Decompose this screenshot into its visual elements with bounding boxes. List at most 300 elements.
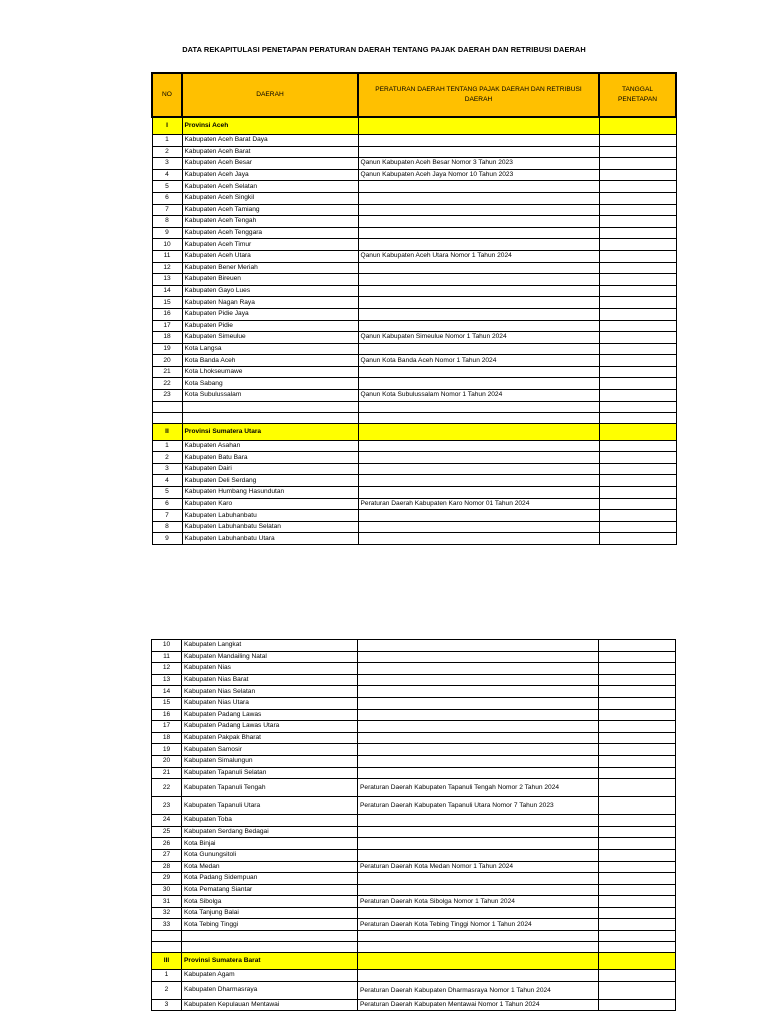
cell-peraturan: [358, 651, 599, 663]
cell-daerah: [182, 942, 358, 953]
cell-tanggal: [599, 686, 676, 698]
cell-tanggal: [599, 849, 676, 861]
cell-peraturan: [358, 826, 599, 838]
cell-daerah: Kabupaten Aceh Timur: [182, 239, 358, 251]
cell-tanggal: [599, 423, 676, 440]
cell-peraturan: Qanun Kota Subulussalam Nomor 1 Tahun 2024: [358, 390, 599, 402]
cell-peraturan: [358, 521, 599, 533]
cell-peraturan: [358, 423, 599, 440]
cell-tanggal: [599, 815, 676, 827]
cell-no: 14: [152, 285, 182, 297]
cell-no: 20: [152, 355, 182, 367]
cell-tanggal: [599, 919, 676, 931]
cell-daerah: Kabupaten Labuhanbatu Selatan: [182, 521, 358, 533]
cell-peraturan: [358, 709, 599, 721]
cell-tanggal: [599, 169, 676, 181]
cell-no: 1: [152, 135, 182, 147]
cell-tanggal: [599, 117, 676, 135]
cell-peraturan: [358, 343, 599, 355]
cell-daerah: Kota Padang Sidempuan: [182, 873, 358, 885]
table-row: [152, 873, 676, 885]
cell-daerah: Kabupaten Pidie: [182, 320, 358, 332]
table-header-row: [152, 73, 676, 117]
cell-daerah: Kabupaten Aceh Barat Daya: [182, 135, 358, 147]
cell-no: II: [152, 423, 182, 440]
cell-tanggal: [599, 135, 676, 147]
table-row: [152, 378, 676, 390]
cell-peraturan: Peraturan Daerah Kabupaten Karo Nomor 01 Tahun 2024: [358, 498, 599, 510]
cell-tanggal: [599, 907, 676, 919]
table-row: [152, 826, 676, 838]
cell-tanggal: [599, 861, 676, 873]
province-row: [152, 117, 676, 135]
table-row: [152, 651, 676, 663]
cell-peraturan: [358, 440, 599, 452]
cell-tanggal: [599, 320, 676, 332]
cell-no: 12: [152, 663, 182, 675]
cell-peraturan: Peraturan Daerah Kabupaten Mentawai Nomor 1 Tahun 2024: [358, 999, 599, 1011]
cell-no: 2: [152, 981, 182, 999]
cell-peraturan: [358, 744, 599, 756]
cell-daerah: Kabupaten Pidie Jaya: [182, 308, 358, 320]
cell-daerah: Kota Langsa: [182, 343, 358, 355]
cell-daerah: Provinsi Sumatera Barat: [182, 953, 358, 970]
table-row: [152, 204, 676, 216]
cell-daerah: Kabupaten Tapanuli Tengah: [182, 779, 358, 797]
cell-peraturan: [358, 320, 599, 332]
cell-daerah: Kota Tebing Tinggi: [182, 919, 358, 931]
cell-no: [152, 412, 182, 423]
cell-daerah: Kabupaten Humbang Hasundutan: [182, 487, 358, 499]
cell-daerah: Kota Sabang: [182, 378, 358, 390]
cell-peraturan: Peraturan Daerah Kota Medan Nomor 1 Tahun 2024: [358, 861, 599, 873]
cell-tanggal: [599, 999, 676, 1011]
cell-no: 31: [152, 896, 182, 908]
cell-daerah: Kota Medan: [182, 861, 358, 873]
cell-peraturan: [358, 873, 599, 885]
cell-daerah: Kabupaten Tapanuli Selatan: [182, 767, 358, 779]
cell-daerah: Kabupaten Padang Lawas Utara: [182, 721, 358, 733]
cell-tanggal: [599, 640, 676, 652]
cell-no: 18: [152, 332, 182, 344]
cell-no: 10: [152, 239, 182, 251]
header-no: NO: [152, 73, 182, 117]
table-row: [152, 755, 676, 767]
table-row: [152, 686, 676, 698]
cell-tanggal: [599, 826, 676, 838]
table-row: [152, 697, 676, 709]
table-row: [152, 767, 676, 779]
cell-no: 16: [152, 308, 182, 320]
cell-peraturan: [358, 510, 599, 522]
cell-no: [152, 401, 182, 412]
table-row: [152, 884, 676, 896]
table-body-page-2: [152, 640, 676, 1011]
cell-no: 23: [152, 390, 182, 402]
table-row: [152, 779, 676, 797]
cell-peraturan: [358, 942, 599, 953]
cell-peraturan: [358, 227, 599, 239]
cell-no: 26: [152, 838, 182, 850]
cell-daerah: [182, 401, 358, 412]
cell-no: 5: [152, 181, 182, 193]
cell-no: 22: [152, 779, 182, 797]
cell-peraturan: [358, 308, 599, 320]
cell-no: 13: [152, 674, 182, 686]
cell-daerah: Kota Subulussalam: [182, 390, 358, 402]
cell-no: 29: [152, 873, 182, 885]
cell-peraturan: Qanun Kabupaten Simeulue Nomor 1 Tahun 2024: [358, 332, 599, 344]
cell-daerah: [182, 931, 358, 942]
table-row: [152, 981, 676, 999]
cell-tanggal: [599, 779, 676, 797]
cell-daerah: Kabupaten Tapanuli Utara: [182, 797, 358, 815]
cell-daerah: Kabupaten Serdang Bedagai: [182, 826, 358, 838]
cell-daerah: Kabupaten Aceh Tamiang: [182, 204, 358, 216]
cell-peraturan: [358, 663, 599, 675]
cell-peraturan: [358, 849, 599, 861]
cell-tanggal: [599, 721, 676, 733]
cell-peraturan: [358, 366, 599, 378]
cell-tanggal: [599, 533, 676, 545]
cell-peraturan: [358, 285, 599, 297]
rekapitulasi-table-page-2: [151, 639, 676, 1011]
cell-peraturan: Qanun Kabupaten Aceh Jaya Nomor 10 Tahun 2023: [358, 169, 599, 181]
cell-no: 6: [152, 192, 182, 204]
cell-no: [152, 942, 182, 953]
cell-no: 15: [152, 697, 182, 709]
cell-no: 3: [152, 158, 182, 170]
table-row: [152, 169, 676, 181]
table-row: [152, 721, 676, 733]
cell-peraturan: [358, 533, 599, 545]
cell-tanggal: [599, 285, 676, 297]
cell-no: 13: [152, 274, 182, 286]
cell-peraturan: Peraturan Daerah Kabupaten Tapanuli Tengah Nomor 2 Tahun 2024: [358, 779, 599, 797]
cell-daerah: Kabupaten Langkat: [182, 640, 358, 652]
table-row: [152, 285, 676, 297]
cell-daerah: Kota Lhokseumawe: [182, 366, 358, 378]
cell-daerah: Kabupaten Aceh Tengah: [182, 216, 358, 228]
table-row: [152, 640, 676, 652]
cell-tanggal: [599, 146, 676, 158]
table-row: [152, 663, 676, 675]
cell-daerah: Kabupaten Aceh Tenggara: [182, 227, 358, 239]
cell-no: 20: [152, 755, 182, 767]
cell-daerah: Kabupaten Nias Barat: [182, 674, 358, 686]
cell-tanggal: [599, 308, 676, 320]
table-row: [152, 158, 676, 170]
table-row: [152, 849, 676, 861]
cell-tanggal: [599, 663, 676, 675]
cell-no: 15: [152, 297, 182, 309]
header-daerah: DAERAH: [182, 73, 358, 117]
cell-peraturan: [358, 767, 599, 779]
cell-no: 11: [152, 651, 182, 663]
cell-tanggal: [599, 412, 676, 423]
cell-peraturan: [358, 297, 599, 309]
table-row: [152, 216, 676, 228]
cell-no: 33: [152, 919, 182, 931]
cell-peraturan: [358, 815, 599, 827]
cell-daerah: Kabupaten Bireuen: [182, 274, 358, 286]
cell-daerah: Kabupaten Toba: [182, 815, 358, 827]
cell-tanggal: [599, 931, 676, 942]
cell-tanggal: [599, 343, 676, 355]
table-row: [152, 521, 676, 533]
cell-peraturan: [358, 838, 599, 850]
table-row: [152, 674, 676, 686]
cell-no: 8: [152, 216, 182, 228]
table-body-page-1: [152, 117, 676, 545]
cell-no: 3: [152, 999, 182, 1011]
cell-peraturan: [358, 378, 599, 390]
table-row: [152, 838, 676, 850]
cell-daerah: Kabupaten Pakpak Bharat: [182, 732, 358, 744]
cell-tanggal: [599, 401, 676, 412]
table-row: [152, 999, 676, 1011]
cell-daerah: Kota Binjai: [182, 838, 358, 850]
cell-no: 9: [152, 227, 182, 239]
cell-daerah: [182, 412, 358, 423]
cell-no: 8: [152, 521, 182, 533]
cell-peraturan: [358, 463, 599, 475]
cell-peraturan: [358, 732, 599, 744]
cell-no: 19: [152, 744, 182, 756]
cell-tanggal: [599, 755, 676, 767]
cell-tanggal: [599, 732, 676, 744]
table-row: [152, 463, 676, 475]
cell-no: 18: [152, 732, 182, 744]
header-peraturan: PERATURAN DAERAH TENTANG PAJAK DAERAH DAN RETRIBUSI DAERAH: [358, 73, 599, 117]
cell-tanggal: [599, 274, 676, 286]
cell-daerah: Kabupaten Aceh Singkil: [182, 192, 358, 204]
table-row: [152, 487, 676, 499]
cell-peraturan: [358, 475, 599, 487]
table-row: [152, 896, 676, 908]
cell-peraturan: [358, 452, 599, 464]
table-row: [152, 732, 676, 744]
cell-peraturan: [358, 412, 599, 423]
table-row: [152, 250, 676, 262]
cell-peraturan: [358, 755, 599, 767]
cell-peraturan: [358, 931, 599, 942]
cell-tanggal: [599, 440, 676, 452]
cell-peraturan: [358, 884, 599, 896]
cell-no: 11: [152, 250, 182, 262]
cell-peraturan: [358, 274, 599, 286]
cell-no: 4: [152, 475, 182, 487]
table-row: [152, 355, 676, 367]
cell-no: 1: [152, 440, 182, 452]
cell-peraturan: [358, 239, 599, 251]
cell-no: 23: [152, 797, 182, 815]
cell-tanggal: [599, 942, 676, 953]
cell-peraturan: Qanun Kabupaten Aceh Utara Nomor 1 Tahun 2024: [358, 250, 599, 262]
table-row: [152, 709, 676, 721]
cell-daerah: Kabupaten Labuhanbatu Utara: [182, 533, 358, 545]
cell-daerah: Kabupaten Nias Selatan: [182, 686, 358, 698]
cell-no: 32: [152, 907, 182, 919]
document-title: DATA REKAPITULASI PENETAPAN PERATURAN DAERAH TENTANG PAJAK DAERAH DAN RETRIBUSI DAERAH: [182, 45, 586, 54]
cell-peraturan: [358, 640, 599, 652]
table-row: [152, 135, 676, 147]
cell-no: 17: [152, 721, 182, 733]
table-row: [152, 744, 676, 756]
cell-daerah: Provinsi Aceh: [182, 117, 358, 135]
cell-daerah: Kabupaten Simeulue: [182, 332, 358, 344]
table-row: [152, 308, 676, 320]
cell-no: 3: [152, 463, 182, 475]
cell-peraturan: [358, 181, 599, 193]
cell-daerah: Kabupaten Labuhanbatu: [182, 510, 358, 522]
cell-no: [152, 931, 182, 942]
table-row: [152, 146, 676, 158]
cell-no: III: [152, 953, 182, 970]
cell-daerah: Kota Tanjung Balai: [182, 907, 358, 919]
table-row: [152, 919, 676, 931]
table-row: [152, 861, 676, 873]
cell-no: 2: [152, 146, 182, 158]
cell-no: 16: [152, 709, 182, 721]
cell-peraturan: Qanun Kabupaten Aceh Besar Nomor 3 Tahun 2023: [358, 158, 599, 170]
cell-daerah: Kabupaten Aceh Jaya: [182, 169, 358, 181]
table-row: [152, 262, 676, 274]
table-row: [152, 498, 676, 510]
cell-tanggal: [599, 709, 676, 721]
cell-daerah: Kabupaten Kepulauan Mentawai: [182, 999, 358, 1011]
cell-no: I: [152, 117, 182, 135]
cell-daerah: Kabupaten Mandailing Natal: [182, 651, 358, 663]
table-row: [152, 475, 676, 487]
cell-peraturan: [358, 697, 599, 709]
cell-no: 6: [152, 498, 182, 510]
spacer-row: [152, 942, 676, 953]
table-row: [152, 274, 676, 286]
cell-peraturan: Qanun Kota Banda Aceh Nomor 1 Tahun 2024: [358, 355, 599, 367]
cell-daerah: Kabupaten Dairi: [182, 463, 358, 475]
cell-daerah: Kabupaten Padang Lawas: [182, 709, 358, 721]
cell-daerah: Kota Gunungsitoli: [182, 849, 358, 861]
table-row: [152, 907, 676, 919]
cell-tanggal: [599, 262, 676, 274]
cell-no: 22: [152, 378, 182, 390]
cell-daerah: Kabupaten Aceh Besar: [182, 158, 358, 170]
cell-peraturan: [358, 146, 599, 158]
cell-no: 21: [152, 366, 182, 378]
table-row: [152, 192, 676, 204]
cell-peraturan: Peraturan Daerah Kota Sibolga Nomor 1 Tahun 2024: [358, 896, 599, 908]
cell-tanggal: [599, 216, 676, 228]
cell-tanggal: [599, 953, 676, 970]
cell-no: 25: [152, 826, 182, 838]
cell-tanggal: [599, 651, 676, 663]
table-row: [152, 297, 676, 309]
cell-tanggal: [599, 970, 676, 982]
table-row: [152, 510, 676, 522]
cell-daerah: Kabupaten Dharmasraya: [182, 981, 358, 999]
cell-daerah: Kabupaten Aceh Barat: [182, 146, 358, 158]
cell-tanggal: [599, 674, 676, 686]
cell-tanggal: [599, 366, 676, 378]
cell-tanggal: [599, 239, 676, 251]
cell-daerah: Kabupaten Samosir: [182, 744, 358, 756]
cell-no: 4: [152, 169, 182, 181]
cell-peraturan: [358, 204, 599, 216]
table-row: [152, 343, 676, 355]
cell-tanggal: [599, 463, 676, 475]
cell-tanggal: [599, 884, 676, 896]
header-tanggal: TANGGAL PENETAPAN: [599, 73, 676, 117]
cell-daerah: Kabupaten Karo: [182, 498, 358, 510]
cell-daerah: Kabupaten Nias: [182, 663, 358, 675]
cell-daerah: Kabupaten Bener Meriah: [182, 262, 358, 274]
cell-peraturan: Peraturan Daerah Kabupaten Tapanuli Utara Nomor 7 Tahun 2023: [358, 797, 599, 815]
cell-no: 10: [152, 640, 182, 652]
cell-peraturan: [358, 907, 599, 919]
cell-tanggal: [599, 192, 676, 204]
cell-no: 2: [152, 452, 182, 464]
cell-daerah: Kabupaten Deli Serdang: [182, 475, 358, 487]
cell-tanggal: [599, 981, 676, 999]
cell-no: 1: [152, 970, 182, 982]
cell-no: 7: [152, 204, 182, 216]
cell-peraturan: [358, 674, 599, 686]
cell-tanggal: [599, 390, 676, 402]
table-row: [152, 452, 676, 464]
cell-no: 14: [152, 686, 182, 698]
cell-daerah: Kota Pematang Siantar: [182, 884, 358, 896]
cell-no: 27: [152, 849, 182, 861]
cell-peraturan: [358, 953, 599, 970]
cell-tanggal: [599, 227, 676, 239]
cell-daerah: Kabupaten Nias Utara: [182, 697, 358, 709]
rekapitulasi-table-page-1: [151, 72, 677, 545]
province-row: [152, 423, 676, 440]
cell-daerah: Provinsi Sumatera Utara: [182, 423, 358, 440]
cell-tanggal: [599, 204, 676, 216]
cell-daerah: Kabupaten Asahan: [182, 440, 358, 452]
cell-peraturan: [358, 216, 599, 228]
cell-tanggal: [599, 697, 676, 709]
table-row: [152, 366, 676, 378]
cell-tanggal: [599, 873, 676, 885]
cell-daerah: Kota Sibolga: [182, 896, 358, 908]
cell-peraturan: [358, 686, 599, 698]
cell-peraturan: [358, 401, 599, 412]
cell-daerah: Kabupaten Simalungun: [182, 755, 358, 767]
cell-tanggal: [599, 838, 676, 850]
table-row: [152, 533, 676, 545]
table-row: [152, 320, 676, 332]
cell-peraturan: [358, 721, 599, 733]
table-row: [152, 332, 676, 344]
cell-daerah: Kota Banda Aceh: [182, 355, 358, 367]
cell-tanggal: [599, 181, 676, 193]
cell-tanggal: [599, 510, 676, 522]
cell-no: 12: [152, 262, 182, 274]
cell-daerah: Kabupaten Aceh Selatan: [182, 181, 358, 193]
cell-tanggal: [599, 158, 676, 170]
cell-no: 5: [152, 487, 182, 499]
cell-daerah: Kabupaten Batu Bara: [182, 452, 358, 464]
spacer-row: [152, 412, 676, 423]
spacer-row: [152, 401, 676, 412]
cell-no: 7: [152, 510, 182, 522]
cell-no: 28: [152, 861, 182, 873]
cell-peraturan: [358, 135, 599, 147]
cell-tanggal: [599, 250, 676, 262]
